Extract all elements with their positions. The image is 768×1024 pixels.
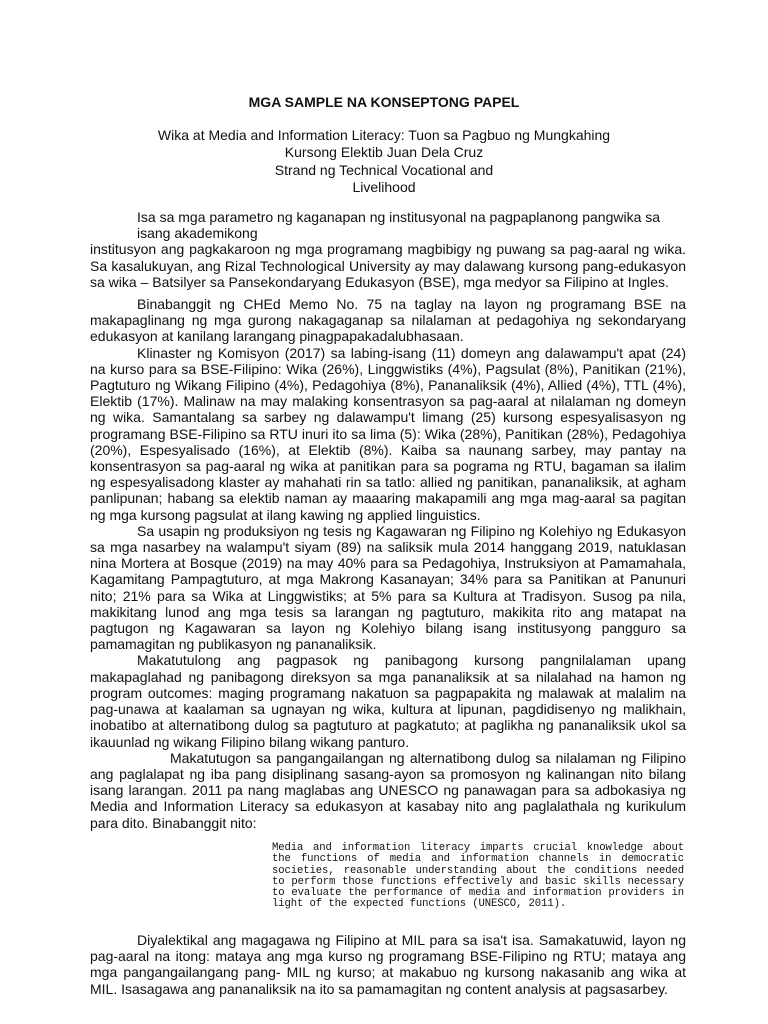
subtitle-line: Kursong Elektib Juan Dela Cruz — [284, 144, 484, 161]
subtitle-line: Wika at Media and Information Literacy: Tuon sa Pagbuo ng Mungkahing — [157, 127, 611, 143]
body-paragraph-makatutulong: Makatutulong ang pagpasok ng panibagong kursong pangnilalaman upang makapaglahad ng panibagong direksyon sa mga pananaliksik at sa nilalahad na hamon ng program outcomes: maging programang nakatuon sa pagpapakita ng malawak at malalim na pag-unawa at kaalaman sa ugnayan ng wika, kultura at lipunan, pagdidisenyo ng malikhain, inobatibo at alternatibong dulog sa pagtuturo at pagkatuto; at paglikha ng pananaliksik ukol sa ikauunlad ng wikang Filipino bilang wikang panturo. — [90, 652, 686, 750]
block-quote: Media and information literacy imparts crucial knowledge about the functions of media and information channels in democratic societies, reasonable understanding about the conditions needed to perform those functions effectively and basic skills necessary to evaluate the performance of media and information providers in light of the expected functions (UNESCO, 2011). — [272, 842, 684, 911]
body-paragraph-intro-continued: institusyon ang pagkakaroon ng mga programang magbibigy ng puwang sa pag-aaral ng wika. Sa kasalukuyan, ang Rizal Technological University ay may dalawang kursong pang-edukasyon sa wika – Batsilyer sa Pansekondaryang Edukasyon (BSE), mga medyor sa Filipino at Ingles. — [90, 241, 686, 290]
document-subtitle — [0, 127, 768, 196]
document-body — [90, 209, 686, 831]
closing-section — [90, 932, 686, 997]
subtitle-line: Strand ng Technical Vocational and — [274, 161, 494, 178]
body-paragraph-klinaster: Klinaster ng Komisyon (2017) sa labing-isang (11) domeyn ang dalawampu't apat (24) na kurso para sa BSE-Filipino: Wika (26%), Linggwistiks (4%), Pagsulat (8%), Panitikan (21%), Pagtuturo ng Wikang Filipino (4%), Pedagohiya (8%), Pananaliksik (4%), Allied (4%), TTL (4%), Elektib (17%). Malinaw na may malaking konsentrasyon sa pag-aaral at nilalaman ng domeyn ng wika. Samantalang sa sarbey ng dalawampu't limang (25) kursong espesyalisasyon ng programang BSE-Filipino sa RTU inuri ito sa lima (5): Wika (28%), Panitikan (28%), Pedagohiya (20%), Espesyalisado (16%), at Elektib (8%). Kaiba sa naunang sarbey, may pantay na konsentrasyon sa pag-aaral ng wika at panitikan para sa pograma ng RTU, bagaman sa ilalim ng espesyalisadong klaster ay mahahati rin sa tatlo: allied ng panitikan, pananaliksik, at agham panlipunan; habang sa elektib naman ay maaaring makapamili ang mga mag-aaral sa pagitan ng mga kursong pagsulat at ilang kawing ng applied linguistics. — [90, 344, 686, 523]
body-paragraph-makatutugon: Makatutugon sa pangangailangan ng alternatibong dulog sa nilalaman ng Filipino ang paglalapat ng iba pang disiplinang sasang-ayon sa promosyon ng kalinangan nito bilang isang larangan. 2011 pa nang maglabas ang UNESCO ng panawagan para sa adbokasiya ng Media and Information Literacy sa edukasyon at kasabay nito ang paglalathala ng kurikulum para dito. Binabanggit nito: — [90, 749, 686, 831]
body-paragraph-tesis: Sa usapin ng produksiyon ng tesis ng Kagawaran ng Filipino ng Kolehiyo ng Edukasyon sa mga nasarbey na walampu't siyam (89) na saliksik mula 2014 hanggang 2019, natuklasan nina Mortera at Bosque (2019) na may 40% para sa Pedagohiya, Instruksiyon at Pamamahala, Kagamitang Pampagtuturo, at mga Makrong Kasanayan; 34% para sa Panitikan at Panunuri nito; 21% para sa Wika at Linggwistiks; at 5% para sa Kultura at Tradisyon. Susog pa nila, makikitang lunod ang mga tesis sa larangan ng pagtuturo, makikita rito ang matapat na pagtugon ng Kagawaran sa layon ng Kolehiyo bilang isang institusyong pangguro sa pamamagitan ng publikasyon ng pananaliksik. — [90, 522, 686, 653]
body-paragraph-ched-memo: Binabanggit ng CHEd Memo No. 75 na taglay na layon ng programang BSE na makapaglinang ng mga gurong nakagaganap sa nilalaman at pedagohiya ng sekondaryang edukasyon at kanilang larangang pinagpapakadalubhasaan. — [90, 296, 686, 345]
subtitle-line: Livelihood — [352, 178, 416, 195]
body-paragraph-intro: Isa sa mga parametro ng kaganapan ng institusyonal na pagpaplanong pangwika sa isang akademikong — [137, 209, 661, 242]
body-paragraph-closing: Diyalektikal ang magagawa ng Filipino at MIL para sa isa't isa. Samakatuwid, layon ng pag-aaral na itong: mataya ang mga kurso ng programang BSE-Filipino ng RTU; mataya ang mga pangangailangang pang- MIL ng kurso; at makabuo ng kursong nakasanib ang wika at MIL. Isasagawa ang pananaliksik na ito sa pamamagitan ng content analysis at pagsasarbey. — [90, 932, 686, 997]
document-title: MGA SAMPLE NA KONSEPTONG PAPEL — [248, 94, 520, 110]
